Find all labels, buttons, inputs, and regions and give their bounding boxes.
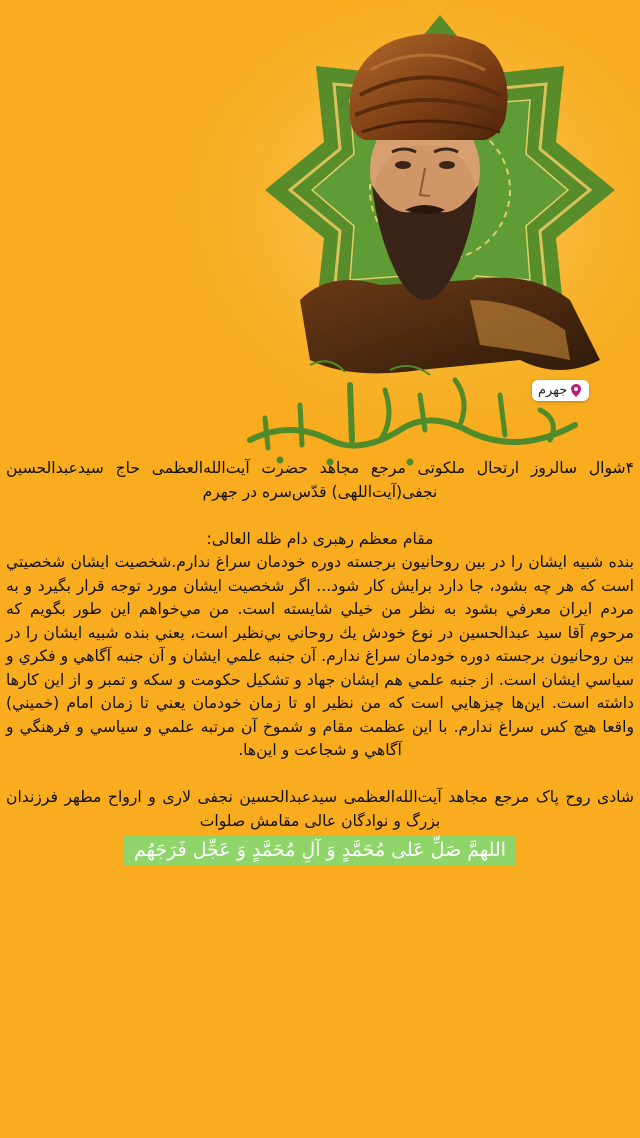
spacer xyxy=(6,763,634,787)
salawat-highlight: اللهمَّ صَلِّ عَلی مُحَمَّدٍ وَ آلِ مُحَمَّدٍ وَ عَجِّل فَرَجَهُم xyxy=(124,835,516,865)
map-pin-icon xyxy=(571,384,581,397)
dedication: شادی روح پاک مرجع مجاهد آیت‌الله‌العظمی سیدعبدالحسین نجفی لاری و ارواح مطهر فرزندان بزرگ و نوادگان عالی مقامش صلوات xyxy=(6,788,634,830)
spacer xyxy=(6,504,634,528)
quote-intro: مقام معظم رهبری دام ظله العالی: xyxy=(206,529,434,548)
location-sticker[interactable] xyxy=(532,380,589,401)
location-label: جهرم xyxy=(538,383,568,398)
salawat-line xyxy=(6,835,634,865)
post-text xyxy=(6,457,634,865)
quote-body: بنده شبيه ايشان را در بين روحانيون برجسته دوره خودمان سراغ ندارم.شخصيت ايشان شخصيتي است كه هر چه بشود، جا دارد برايش كار شود... اگر شخصيت ايشان مورد توجه قرار بگيرد و به مردم ايران معرفي بشود به نظر من خيلي شايسته است. من مي‌خواهم اين طور بگويم كه مرحوم آقا سيد عبدالحسين در نوع خودش يك روحاني بي‌نظير است، يعني بنده شبيه ايشان را در بين روحانيون برجسته دوره خودمان سراغ ندارم. آن جنبه علمي ايشان و آن جنبه آگاهي و فكري و سياسي ايشان است. از جنبه علمي هم ايشان جهاد و تشكيل حكومت و سكه و تمبر و از اين كارها داشته است. اين‌ها چيزهايي است كه من نظير او تا زمان خودمان يعني تا زمان امام (خميني) واقعا هيچ كس سراغ ندارم. با اين عظمت مقام و شموخ آن مرتبه علمي و سياسي و فرهنگي و آگاهي و شجاعت و اين‌ها. xyxy=(6,553,634,759)
headline: ۴شوال سالروز ارتحال ملکوتی مرجع مجاهد حضرت آیت‌الله‌العظمی حاج سیدعبدالحسین نجفی(آیت‌اللهی) قدّس‌سره در جهرم xyxy=(6,459,634,501)
